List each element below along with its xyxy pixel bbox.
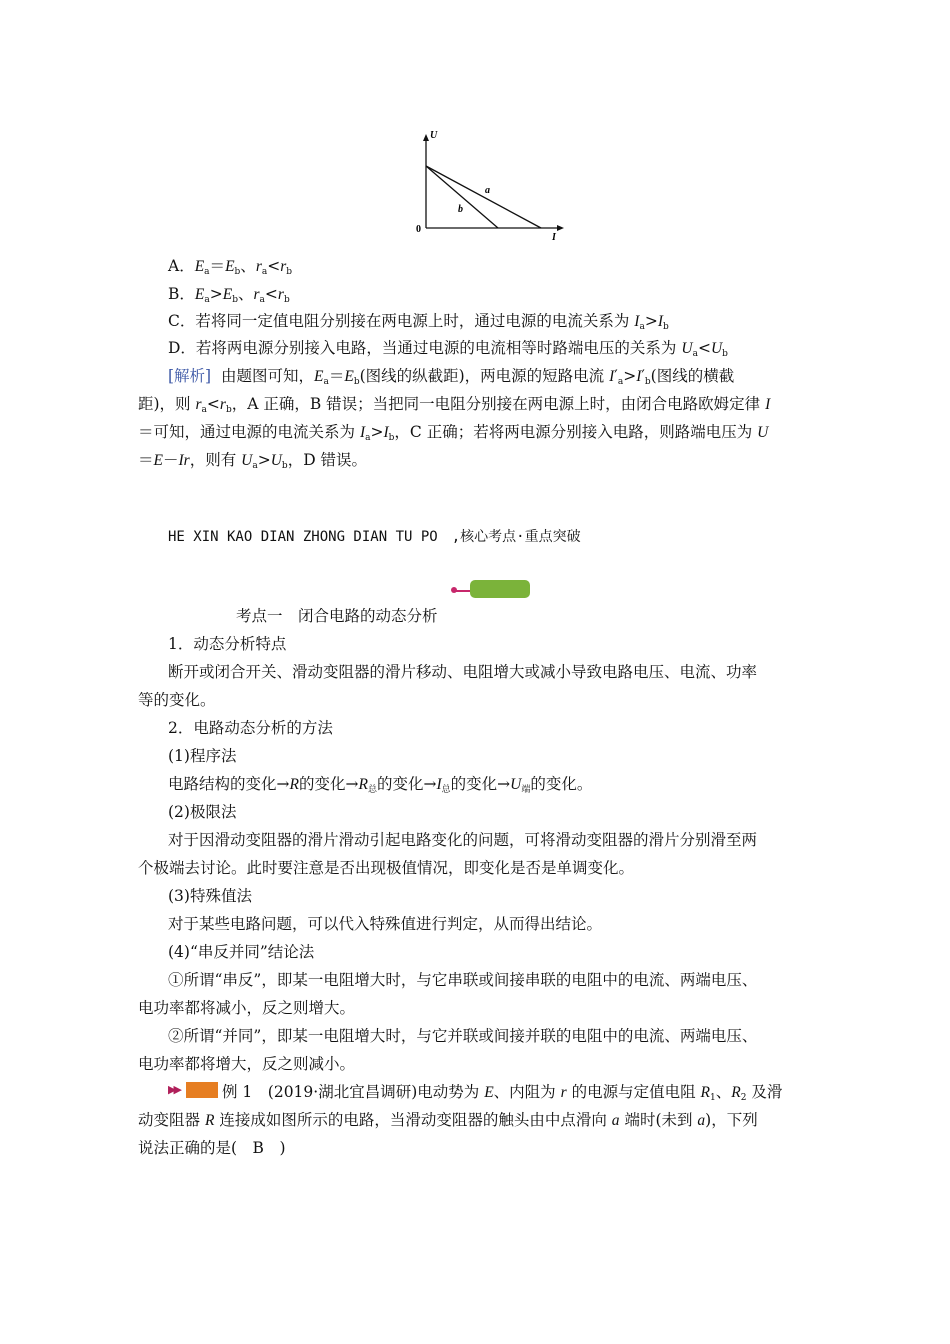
topic-badge [470,580,530,598]
analysis-tag: [解析] [168,367,212,385]
method-4-2b: 电功率都将增大，反之则减小。 [138,1055,356,1073]
topic-title: 考点一 闭合电路的动态分析 [236,607,438,625]
double-arrow-icon: ▶▶ [168,1083,179,1096]
analysis-line-3: ＝可知，通过电源的电流关系为 $I_a>I_b$，C 正确；若将两电源分别接入电路，则路端电压为 U [138,423,769,443]
method-3a: 对于某些电路问题，可以代入特殊值进行判定，从而得出结论。 [168,915,603,933]
example-line-2: 动变阻器 R 连接成如图所示的电路，当滑动变阻器的触头由中点滑向 a 端时(未到 a)，下列 [138,1111,758,1129]
method-2a: 对于因滑动变阻器的滑片滑动引起电路变化的问题，可将滑动变阻器的滑片分别滑至两 [168,831,758,849]
method-1: (1)程序法 [168,747,237,765]
method-2: (2)极限法 [168,803,237,821]
heading-2: 2．电路动态分析的方法 [168,719,333,737]
section-heading: HE XIN KAO DIAN ZHONG DIAN TU PO ,核心考点·重点突破 [168,529,581,545]
method-4-1a: ①所谓“串反”，即某一电阻增大时，与它串联或间接串联的电阻中的电流、两端电压、 [168,971,758,989]
method-1-text: 电路结构的变化→R的变化$\to R_总$的变化$\to I_总$的变化$\to U_端$的变化。 [168,775,593,795]
line-b-label: b [458,204,463,215]
analysis-line-2: 距)，则 $r_a<r_b$，A 正确，B 错误；当把同一电阻分别接在两电源上时，由闭合电路欧姆定律 I [138,395,771,415]
method-4-2a: ②所谓“并同”，即某一电阻增大时，与它并联或间接并联的电阻中的电流、两端电压、 [168,1027,758,1045]
method-2b: 个极端去讨论。此时要注意是否出现极值情况，即变化是否是单调变化。 [138,859,635,877]
para-1b: 等的变化。 [138,691,216,709]
analysis-line-1: [解析] 由题图可知，$E_a=E_b$(图线的纵截距)，两电源的短路电流 $I'_a>I'_b$(图线的横截 [168,367,735,387]
line-a-label: a [485,185,490,196]
u-axis-arrow [423,134,429,141]
option-d: D．若将两电源分别接入电路，当通过电源的电流相等时路端电压的关系为 $U_a<U_b$ [168,339,728,359]
example-line-1: 例 1 (2019·湖北宜昌调研)电动势为 E、内阻为 r 的电源与定值电阻 $R_1$、$R_2$ 及滑 [222,1083,783,1103]
analysis-line-4: ＝E－Ir，则有 $U_a>U_b$，D 错误。 [138,451,368,471]
method-4: (4)“串反并同”结论法 [168,943,315,961]
i-axis-arrow [557,225,564,231]
line-a [426,166,541,228]
example-orange-box [186,1082,218,1098]
para-1a: 断开或闭合开关、滑动变阻器的滑片移动、电阻增大或减小导致电路电压、电流、功率 [168,663,758,681]
u-i-graph [410,128,570,246]
line-b [426,166,498,228]
example-line-3: 说法正确的是( B ) [138,1139,286,1157]
heading-1: 1．动态分析特点 [168,635,287,653]
example-icon [168,1082,220,1098]
method-4-1b: 电功率都将减小，反之则增大。 [138,999,356,1017]
option-a: A．$E_a=E_b$、$r_a<r_b$ [168,257,293,277]
origin-label: 0 [416,224,421,235]
option-b: B．$E_a>E_b$、$r_a<r_b$ [168,285,290,305]
option-c: C．若将同一定值电阻分别接在两电源上时，通过电源的电流关系为 $I_a>I_b$ [168,312,669,332]
i-axis-label: I [552,232,556,243]
method-3: (3)特殊值法 [168,887,252,905]
u-axis-label: U [430,130,438,141]
